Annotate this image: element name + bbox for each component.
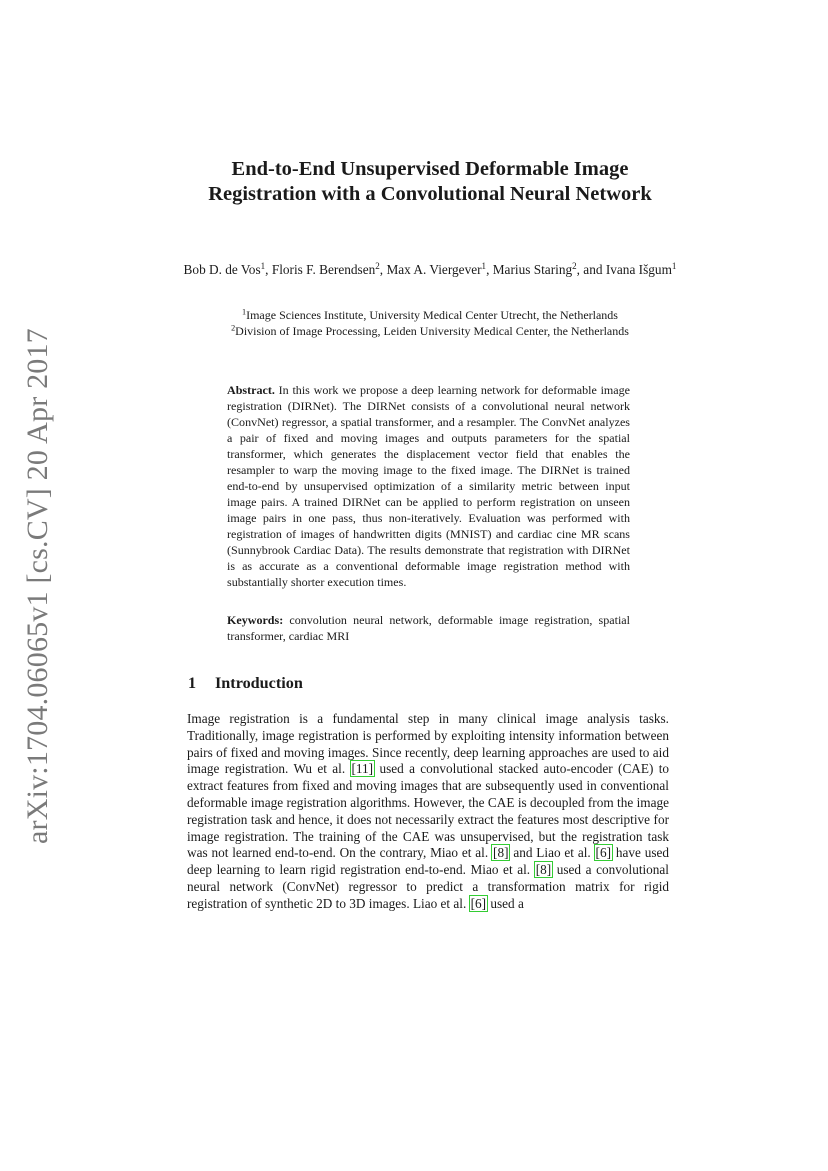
paper-title: End-to-End Unsupervised Deformable Image Registration with a Convolutional Neural Network xyxy=(208,158,652,205)
author-affiliation-mark: 2 xyxy=(375,261,380,272)
affiliation-mark: 1 xyxy=(242,307,247,317)
author-affiliation-mark: 1 xyxy=(671,261,677,272)
paragraph-text: used a convolutional stacked auto-encoder (CAE) to extract features from fixed and moving images that are subsequently used in conventional deformable image registration algorithms. However, the CAE is decoupled from the image registration task and hence, it does not necessarily extract the features most descriptive for image registration. The training of the CAE was unsupervised, but the registration task was not learned end-to-end. On the contrary, Miao et al. xyxy=(187,761,669,861)
section-number: 1 xyxy=(188,674,197,692)
abstract-text: In this work we propose a deep learning network for deformable image registration (DIRNet). The DIRNet consists of a convolutional neural network (ConvNet) regressor, a spatial transformer, and a resampler. The ConvNet analyzes a pair of fixed and moving images and outputs parameters for the spatial transformer, which generates the displacement vector field that enables the resampler to warp the moving image to the fixed image. The DIRNet is trained end-to-end by unsupervised optimization of a similarity metric between input image pairs. A trained DIRNet can be applied to perform registration on unseen image pairs in one pass, thus non-iteratively. Evaluation was performed with registration of images of handwritten digits (MNIST) and cardiac cine MR scans (Sunnybrook Cardiac Data). The results demonstrate that registration with DIRNet is as accurate as a conventional deformable image registration method with substantially shorter execution times. xyxy=(227,383,631,589)
affiliation-mark: 2 xyxy=(231,323,236,333)
author-name: Max A. Viergever xyxy=(386,262,482,277)
section-title: Introduction xyxy=(215,674,303,692)
keywords-label: Keywords: xyxy=(227,613,284,627)
paragraph-text: used a convolutional neural network (ConvNet) regressor to predict a transformation matrix for rigid registration of synthetic 2D to 3D images. Liao et al. xyxy=(187,862,669,911)
affiliation-line xyxy=(150,307,710,323)
citation-link[interactable]: [6] xyxy=(595,845,611,861)
author-separator: , xyxy=(379,262,387,277)
citation-link[interactable]: [6] xyxy=(470,895,487,911)
author-name: Bob D. de Vos xyxy=(183,262,261,277)
abstract-label: Abstract. xyxy=(227,383,275,397)
author-affiliation-mark: 2 xyxy=(572,261,577,272)
citation-link[interactable]: [8] xyxy=(535,862,552,878)
author-list xyxy=(170,261,690,278)
introduction-paragraph xyxy=(187,711,669,913)
author-affiliation-mark: 1 xyxy=(481,261,487,272)
author-name: Marius Staring xyxy=(492,262,573,277)
paragraph-text: and Liao et al. xyxy=(509,845,595,861)
keywords xyxy=(227,612,630,644)
author-separator: , and xyxy=(576,262,606,277)
paragraph-text: have used deep learning to learn rigid registration end-to-end. Miao et al. xyxy=(187,845,669,878)
author-separator: , xyxy=(265,262,272,277)
paragraph-text: used a xyxy=(487,895,524,911)
citation-link[interactable]: [8] xyxy=(493,845,509,861)
citation-link[interactable]: [11] xyxy=(351,761,374,777)
affiliation-line xyxy=(150,323,710,339)
author-affiliation-mark: 1 xyxy=(260,261,266,272)
affiliation-text: Division of Image Processing, Leiden University Medical Center, the Netherlands xyxy=(235,324,629,338)
author-separator: , xyxy=(486,262,493,277)
arxiv-identifier: arXiv:1704.06065v1 [cs.CV] 20 Apr 2017 xyxy=(21,328,54,844)
affiliation-list xyxy=(150,307,710,339)
paragraph-text: Image registration is a fundamental step in many clinical image analysis tasks. Traditionally, image registration is performed by exploiting intensity information between pairs of fixed and moving images. Since recently, deep learning approaches are used to aid image registration. Wu et al. xyxy=(187,711,669,777)
author-name: Floris F. Berendsen xyxy=(271,262,376,277)
abstract xyxy=(227,382,630,590)
section-heading-introduction xyxy=(188,672,303,694)
author-name: Ivana Išgum xyxy=(605,262,672,277)
affiliation-text: Image Sciences Institute, University Medical Center Utrecht, the Netherlands xyxy=(246,308,618,322)
keywords-text: convolution neural network, deformable image registration, spatial transformer, cardiac MRI xyxy=(227,613,630,643)
